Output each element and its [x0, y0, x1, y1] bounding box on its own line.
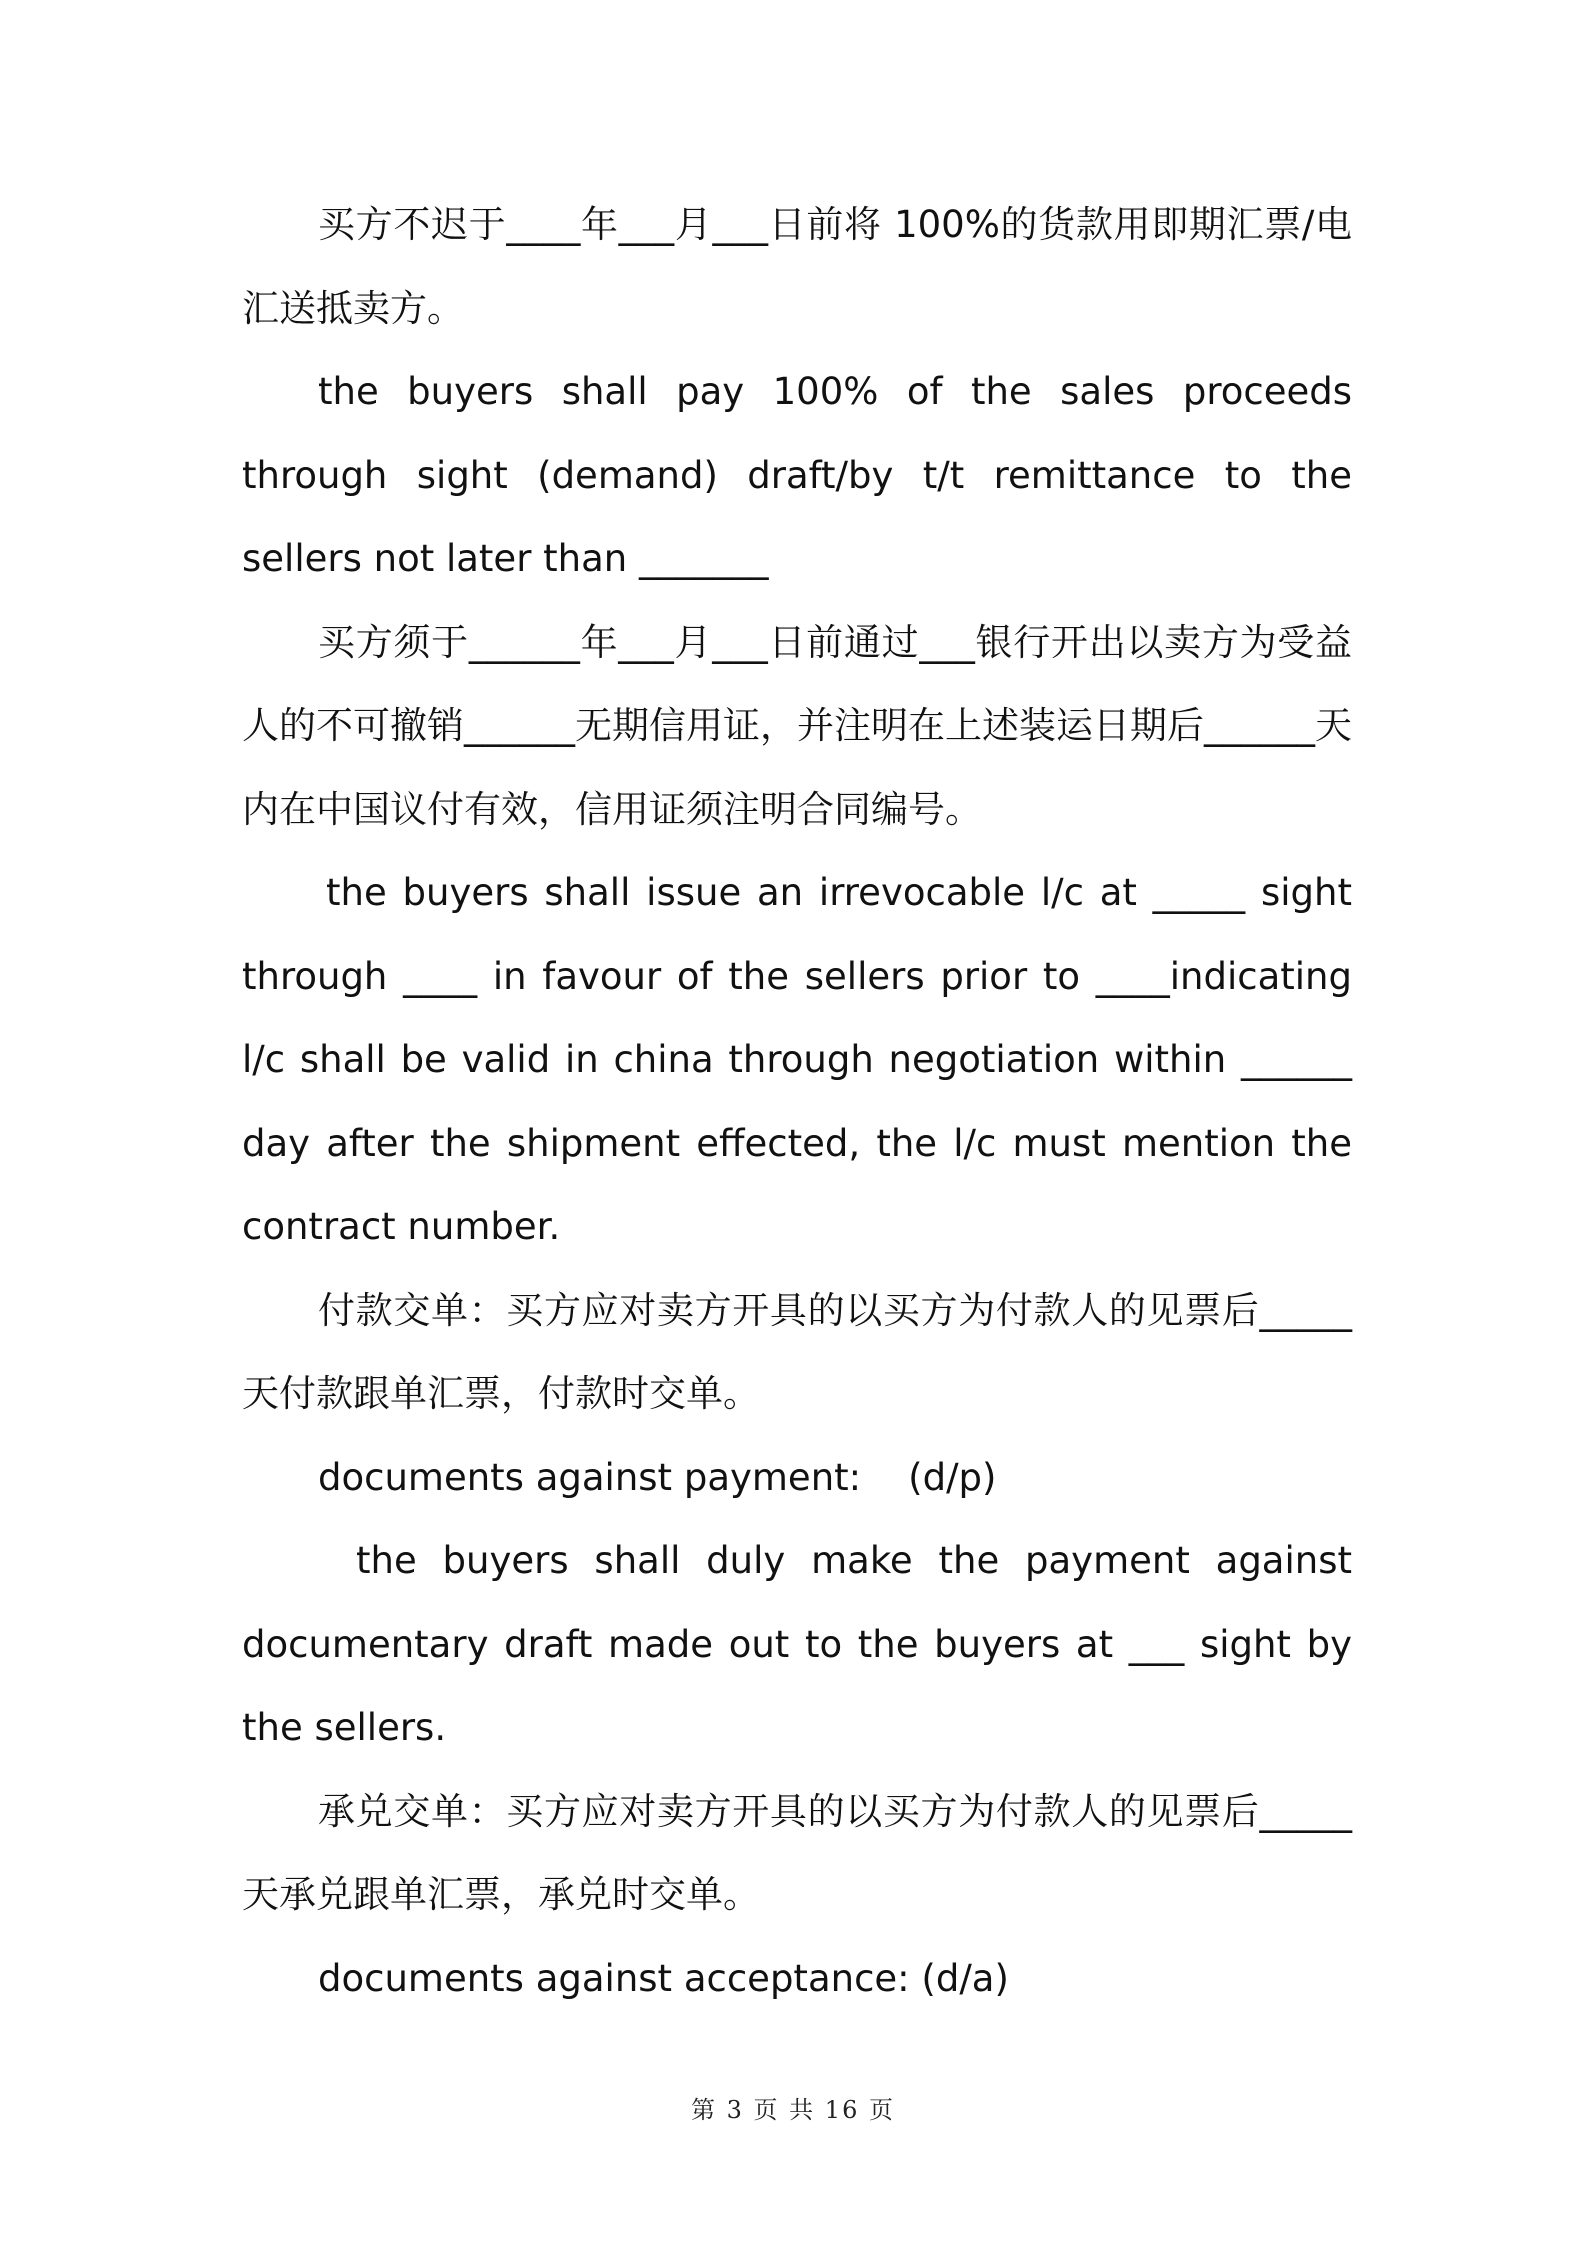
paragraph-payment-deadline-en: the buyers shall pay 100% of the sales proceeds through sight (demand) draft/by t/t remittance to the sellers not later than _______ — [242, 370, 1352, 580]
heading-documents-against-payment: documents against payment: (d/p) — [318, 1455, 997, 1499]
paragraph-documents-against-payment-cn: 付款交单：买方应对卖方开具的以买方为付款人的见票后_____天付款跟单汇票，付款时交单。 — [242, 1288, 1352, 1415]
paragraph-documents-against-acceptance-cn: 承兑交单：买方应对卖方开具的以买方为付款人的见票后_____天承兑跟单汇票，承兑时交单。 — [242, 1789, 1352, 1916]
heading-documents-against-acceptance: documents against acceptance: (d/a) — [318, 1956, 1009, 2000]
document-body — [242, 183, 1352, 2020]
paragraph-documents-against-payment-en: the buyers shall duly make the payment against documentary draft made out to the buyers at ___ sight by the sellers. — [242, 1539, 1352, 1749]
paragraph-payment-deadline-cn: 买方不迟于____年___月___日前将 100%的货款用即期汇票/电汇送抵卖方。 — [242, 203, 1352, 330]
page-number-footer: 第 3 页 共 16 页 — [691, 2096, 895, 2124]
paragraph-letter-of-credit-cn: 买方须于______年___月___日前通过___银行开出以卖方为受益人的不可撤销______无期信用证，并注明在上述装运日期后______天内在中国议付有效，信用证须注明合同编号。 — [242, 620, 1352, 831]
paragraph-letter-of-credit-en: the buyers shall issue an irrevocable l/c at _____ sight through ____ in favour of the sellers prior to ____indicating l/c shall be valid in china through negotiation within ______ day after the shipment effected, the l/c must mention the contract number. — [242, 871, 1352, 1248]
